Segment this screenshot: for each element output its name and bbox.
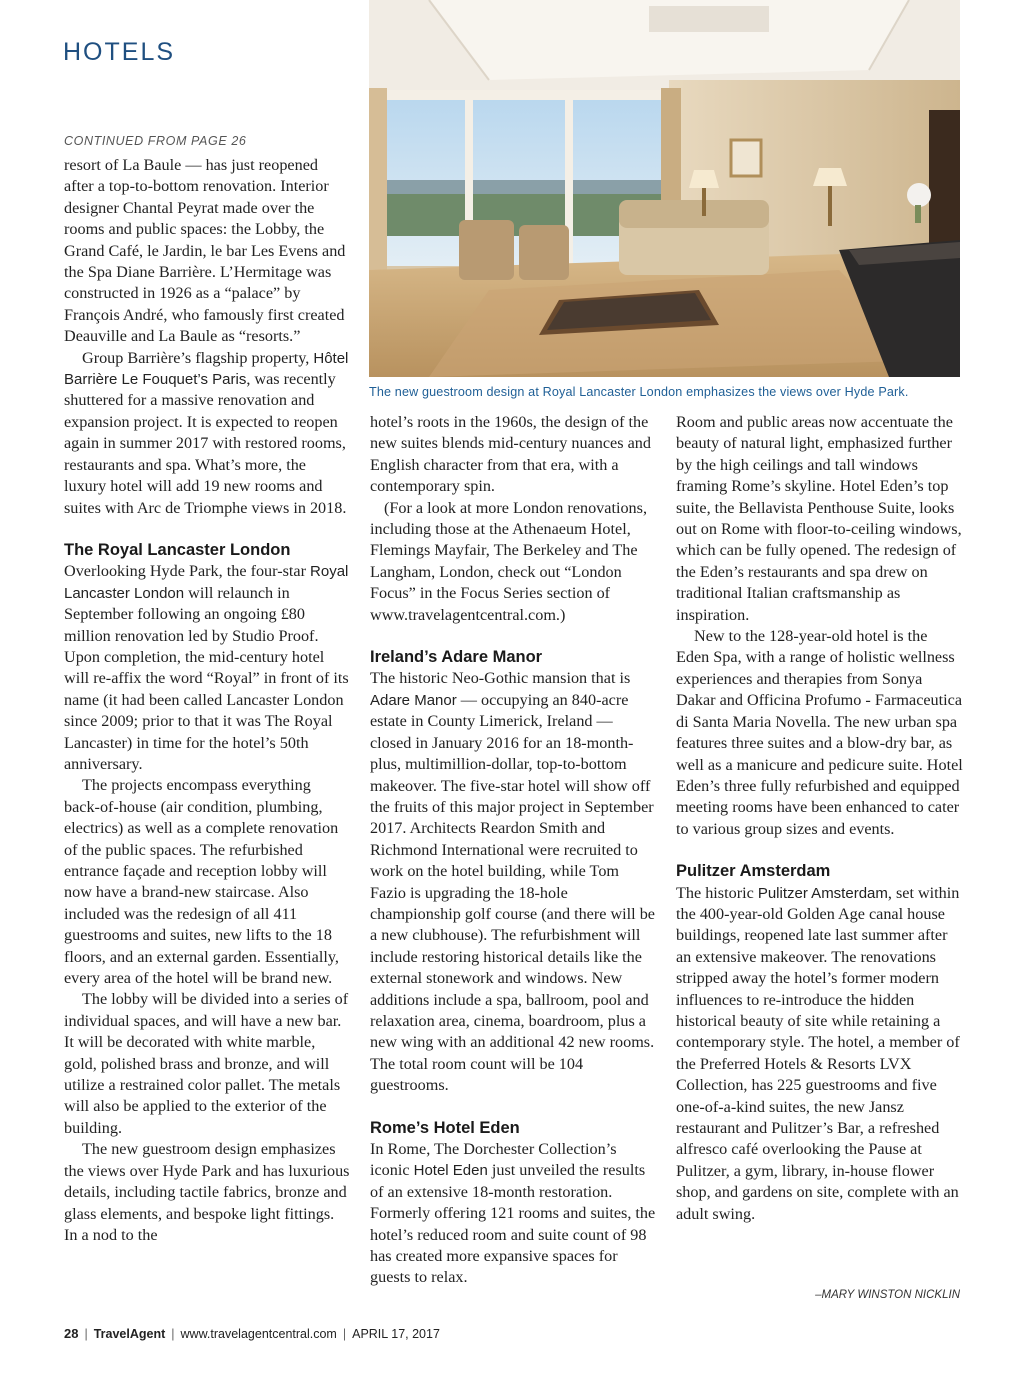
paragraph xyxy=(370,668,658,1096)
text-run: will relaunch in September following an ongoing £80 million renovation led by Studio Proof. Upon completion, the mid-century hotel will re-affix the word “Royal” in front of its name (it had been called Lancaster London since 2009; prior to that it was The Royal Lancaster) in time for the hotel’s 50th anniversary. xyxy=(64,583,349,773)
paragraph xyxy=(676,883,964,1226)
text-run: , set within the 400-year-old Golden Age canal house buildings, reopened late last summer after an extensive makeover. The renovations stripped away the hotel’s former modern influences to re-introduce the hidden historical beauty of site while retaining a contemporary style. The hotel, a member of the Preferred Hotels & Resorts LVX Collection, has 225 guestrooms and five one-of-a-kind suites, the new Jansz restaurant and Pulitzer’s Bar, a refreshed alfresco café overlooking the Pause at Pulitzer, a gym, library, in-house flower shop, and gardens on site, complete with an adult swing. xyxy=(676,883,960,1223)
hotel-name: Hôtel Barrière Le Fouquet’s Paris xyxy=(64,349,349,389)
photo-caption: The new guestroom design at Royal Lancaster London emphasizes the views over Hyde Park. xyxy=(369,385,909,399)
divider: | xyxy=(171,1327,175,1341)
paragraph xyxy=(64,561,350,775)
subheading-hotel-eden: Rome’s Hotel Eden xyxy=(370,1118,520,1137)
paragraph: New to the 128-year-old hotel is the Eden Spa, with a range of holistic wellness experiences and therapies from Sonya Dakar and Officina Profumo - Farmaceutica di Santa Maria Novella. The new urban spa features three suites and a blow-dry bar, as well as a manicure and pedicure suite. Hotel Eden’s three fully refurbished and equipped meeting rooms have been enhanced to cater to various group sizes and events. xyxy=(676,627,963,838)
paragraph xyxy=(64,348,350,519)
hotel-name: Adare Manor xyxy=(370,691,457,709)
article-column-3 xyxy=(676,412,964,1225)
website-url: www.travelagentcentral.com xyxy=(180,1327,337,1341)
divider: | xyxy=(84,1327,88,1341)
continued-from-label: CONTINUED FROM PAGE 26 xyxy=(64,134,247,148)
paragraph xyxy=(370,1139,658,1289)
paragraph: The projects encompass everything back-of-house (air condition, plumbing, electrics) as well as a complete renovation of the public spaces. The refurbished entrance façade and reception lobby will now have a brand-new staircase. Also included was the redesign of all 411 guestrooms and suites, new lifts to the 18 floors, and an external garden. Essentially, every area of the hotel will be brand new. xyxy=(64,776,339,988)
paragraph: Room and public areas now accentuate the beauty of natural light, emphasized further by the high ceilings and tall windows framing Rome’s skyline. Hotel Eden’s top suite, the Bellavista Penthouse Suite, looks out on Rome with floor-to-ceiling windows, which can be fully opened. The redesign of the Eden’s restaurants and spa drew on traditional Italian craftsmanship as inspiration. xyxy=(676,413,962,624)
divider: | xyxy=(342,1327,347,1341)
article-column-2 xyxy=(370,412,658,1289)
page-number: 28 xyxy=(64,1326,79,1341)
guestroom-photo xyxy=(369,0,960,377)
text-run: Group Barrière’s flagship property, xyxy=(82,348,314,367)
paragraph: hotel’s roots in the 1960s, the design of the new suites blends mid-century nuances and English character from that era, with a contemporary spin. xyxy=(370,413,651,496)
paragraph: (For a look at more London renovations, including those at the Athenaeum Hotel, Flemings Mayfair, The Berkeley and The Langham, London, check out “London Focus” in the Focus Series section of www.travelagentcentral.com.) xyxy=(370,498,647,624)
publication-name: TravelAgent xyxy=(93,1327,166,1341)
hotel-name: Hotel Eden xyxy=(413,1162,488,1180)
text-run: The historic Neo-Gothic mansion that is xyxy=(370,669,631,688)
article-column-1 xyxy=(64,155,350,1246)
subheading-royal-lancaster: The Royal Lancaster London xyxy=(64,540,291,559)
subheading-pulitzer: Pulitzer Amsterdam xyxy=(676,862,831,881)
subheading-adare-manor: Ireland’s Adare Manor xyxy=(370,648,543,667)
text-run: Overlooking Hyde Park, the four-star xyxy=(64,562,311,581)
hotel-name: Royal Lancaster London xyxy=(64,563,349,602)
text-run: just unveiled the results of an extensive 18-month restoration. Formerly offering 121 rooms and suites, the hotel’s reduced room and suite count of 98 has created more expansive spaces for guests to relax. xyxy=(370,1161,656,1287)
section-label: HOTELS xyxy=(63,38,176,66)
text-run: The historic xyxy=(676,883,758,902)
paragraph: resort of La Baule — has just reopened after a top-to-bottom renovation. Interior designer Chantal Peyrat made over the rooms and public spaces: the Lobby, the Grand Café, le Jardin, le bar Les Evens and the Spa Diane Barrière. L’Hermitage was constructed in 1926 as a “palace” by François André, who famously first created Deauville and La Baule as “resorts.” xyxy=(64,156,346,346)
page-footer xyxy=(64,1326,440,1341)
paragraph: The lobby will be divided into a series of individual spaces, and will have a new bar. It will be decorated with white marble, gold, polished brass and bronze, and will utilize a restrained color pallet. The metals will also be applied to the exterior of the building. xyxy=(64,990,349,1137)
text-run: — occupying an 840-acre estate in County Limerick, Ireland — closed in January 2016 for an 18-month-plus, multimillion-dollar, top-to-bottom makeover. The five-star hotel will show off the fruits of this major project in September 2017. Architects Reardon Smith and Richmond International were recruited to work on the hotel building, while Tom Fazio is upgrading the 18-hole championship golf course (and there will be a new clubhouse). The refurbishment will include restoring historical details like the external stonework and windows. New additions include a spa, ballroom, pool and relaxation area, cinema, boardroom, plus a new wing with an additional 42 new rooms. The total room count will be 104 guestrooms. xyxy=(370,690,655,1095)
author-byline: –MARY WINSTON NICKLIN xyxy=(815,1289,960,1301)
text-run: , was recently shuttered for a massive renovation and expansion project. It is expected to reopen again in summer 2017 with restored rooms, restaurants and spa. What’s more, the luxury hotel will add 19 new rooms and suites with Arc de Triomphe views in 2018. xyxy=(64,370,347,517)
issue-date: APRIL 17, 2017 xyxy=(352,1327,440,1341)
text-run: In Rome, The Dorchester Collection’s iconic xyxy=(370,1140,617,1180)
paragraph: The new guestroom design emphasizes the views over Hyde Park and has luxurious details, including tactile fabrics, bronze and glass elements, and bespoke light fittings. In a nod to the xyxy=(64,1140,350,1244)
hotel-name: Pulitzer Amsterdam xyxy=(757,884,888,902)
